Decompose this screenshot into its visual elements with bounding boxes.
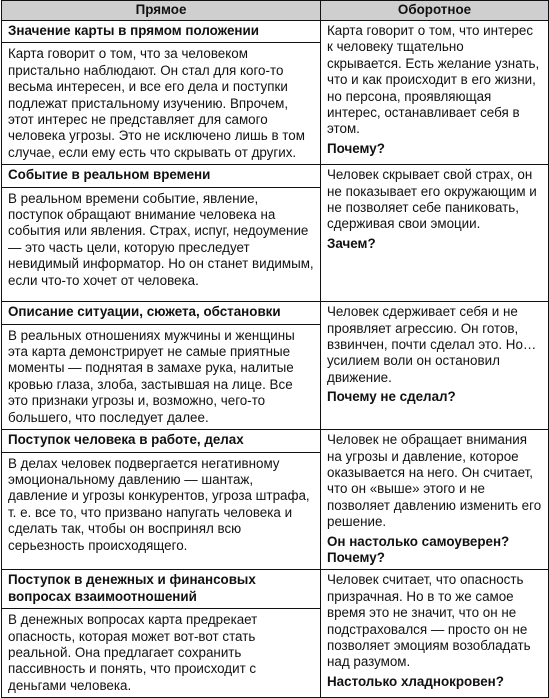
table-header-row — [2, 1, 549, 21]
table-row — [2, 165, 549, 302]
reverse-question: Почему не сделал? — [327, 389, 456, 405]
reverse-text: Карта говорит о том, что интерес к человеку тщательно скрывается. Есть желание узнать, что и как происходит в его жизни, но персона, проявляющая интерес, останавливает себя в этом. — [327, 23, 540, 137]
reverse-question: Настолько хладнокровен? — [327, 673, 504, 689]
direct-text: В реальном времени событие, явление, поступок обращают внимание человека на события или явления. Страх, испуг, недоумение — это часть цели, которую преследует невидимый информатор. Но он станет видимым, если что-то хочет от человека. — [8, 190, 314, 288]
reverse-question: Почему? — [327, 140, 385, 156]
table-row — [2, 302, 549, 430]
reverse-text: Человек сдерживает себя и не проявляет агрессию. Он готов, взвинчен, почти сделал это. Но… усилием воли он остановил движение. — [327, 304, 537, 385]
row-title: Поступок в денежных и финансовых вопросах взаимоотношений — [2, 572, 320, 609]
direct-text: Карта говорит о том, что за человеком пристально наблюдают. Он стал для кого-то весьма интересен, и все его дела и поступки подлежат пристальному изучению. Впрочем, этот интерес не представляет для самого человека угрозы. Это не исключено лишь в том случае, если ему есть что скрывать от других. — [8, 46, 305, 160]
direct-cell — [2, 302, 321, 430]
reverse-text: Человек считает, что опасность призрачная. Но в то же самое время это не значит, что он не подстраховался — просто он не позволяет эмоциям возобладать над разумом. — [327, 572, 531, 670]
reverse-question: Он настолько самоуверен? Почему? — [327, 533, 510, 565]
row-title: Событие в реальном времени — [2, 167, 320, 187]
header-direct: Прямое — [2, 1, 321, 21]
table-row — [2, 21, 549, 165]
reverse-question: Зачем? — [327, 235, 376, 251]
direct-cell — [2, 570, 321, 698]
reverse-cell — [321, 165, 549, 302]
row-title: Поступок человека в работе, делах — [2, 432, 320, 452]
tarot-table — [1, 0, 549, 698]
header-reverse: Оборотное — [321, 1, 549, 21]
direct-cell — [2, 21, 321, 165]
direct-text: В денежных вопросах карта предрекает опасность, которая может вот-вот стать реальной. Она предлагает сохранить пассивность и понять, что происходит с деньгами человека. — [8, 612, 258, 693]
reverse-text: Человек скрывает свой страх, он не показывает его окружающим и не позволяет себе паниковать, сдерживая свои эмоции. — [327, 167, 537, 232]
reverse-text: Человек не обращает внимания на угрозы и давление, которое оказывается на него. Он считает, что он «выше» этого и не позволяет давлению изменить его решение. — [327, 432, 542, 530]
direct-cell — [2, 430, 321, 570]
row-title: Описание ситуации, сюжета, обстановки — [2, 304, 320, 324]
direct-cell — [2, 165, 321, 302]
table-row — [2, 430, 549, 570]
reverse-cell — [321, 430, 549, 570]
reverse-cell — [321, 570, 549, 698]
reverse-cell — [321, 21, 549, 165]
reverse-cell — [321, 302, 549, 430]
table-row — [2, 570, 549, 698]
row-title: Значение карты в прямом положении — [2, 23, 320, 43]
direct-text: В делах человек подвергается негативному эмоциональному давлению — шантаж, давление и угрозы конкурентов, угроза штрафа, т. е. все то, что призвано напугать человека и сделать так, чтобы он воспринял всю серьезность происходящего. — [8, 455, 310, 553]
direct-text: В реальных отношениях мужчины и женщины эта карта демонстрирует не самые приятные моменты — поднятая в замахе рука, налитые кровью глаза, злоба, застывшая на лице. Все это признаки угрозы и, возможно, чего-то большего, что последует далее. — [8, 327, 295, 425]
